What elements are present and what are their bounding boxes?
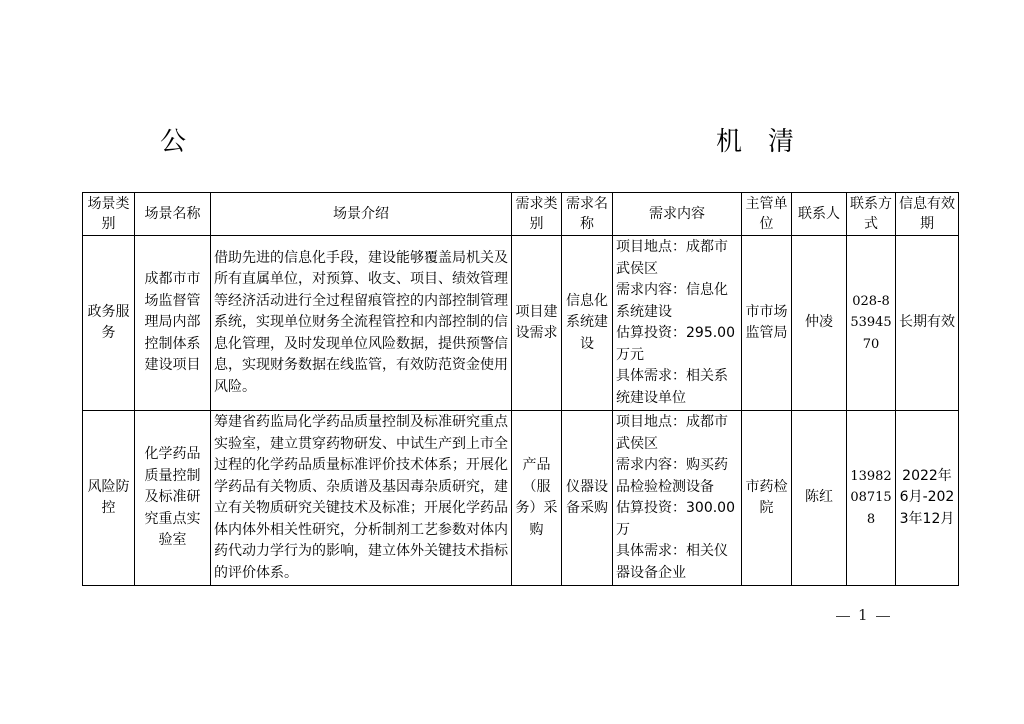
demand-budget: 估算投资：300.00万 <box>616 500 735 538</box>
cell-intro: 筹建省药监局化学药品质量控制及标准研究重点实验室，建立贯穿药物研发、中试生产到上市全过程的化学药品质量标准评价技术体系；开展化学药品有关物质、杂质谱及基因毒杂质研究，建立有关物质研究关键技术及标准；开展化学药品体内体外相关性研究，分析制剂工艺参数对体内药代动力学行为的影响，建立体外关键技术指标的评价体系。 <box>211 411 512 586</box>
cell-demand-name: 信息化系统建设 <box>562 236 613 411</box>
demand-location: 项目地点：成都市武侯区 <box>616 414 728 452</box>
demand-detail: 需求内容：购买药品检验检测设备 <box>616 457 728 495</box>
page-number-dash-left <box>836 616 850 617</box>
cell-name: 化学药品质量控制及标准研究重点实验室 <box>135 411 211 586</box>
page-title-char-1: 公 <box>160 127 187 157</box>
page-title-char-3: 清 <box>768 127 795 157</box>
page-number-dash-right <box>876 616 890 617</box>
cell-phone: 028-85394570 <box>847 236 896 411</box>
header-intro: 场景介绍 <box>211 193 512 236</box>
cell-demand-content <box>613 236 742 411</box>
demand-specific: 具体需求：相关仪器设备企业 <box>616 543 728 581</box>
cell-contact: 陈红 <box>792 411 847 586</box>
header-demand-type: 需求类别 <box>512 193 562 236</box>
header-contact: 联系人 <box>792 193 847 236</box>
cell-demand-name: 仪器设备采购 <box>562 411 613 586</box>
cell-validity: 长期有效 <box>896 236 959 411</box>
header-demand-name: 需求名称 <box>562 193 613 236</box>
header-authority: 主管单位 <box>742 193 792 236</box>
cell-intro: 借助先进的信息化手段，建设能够覆盖局机关及所有直属单位，对预算、收支、项目、绩效管理等经济活动进行全过程留痕管控的内部控制管理系统，实现单位财务全流程管控和内部控制的信息化管理，及时发现单位风险数据，提供预警信息，实现财务数据在线监管，有效防范资金使用风险。 <box>211 236 512 411</box>
table-row <box>83 236 959 411</box>
demand-detail: 需求内容：信息化系统建设 <box>616 282 728 320</box>
cell-category: 风险防控 <box>83 411 135 586</box>
cell-contact: 仲凌 <box>792 236 847 411</box>
demand-location: 项目地点：成都市武侯区 <box>616 239 728 277</box>
demand-budget: 估算投资：295.00万元 <box>616 325 735 363</box>
scenario-table <box>82 192 959 586</box>
cell-authority: 市市场监管局 <box>742 236 792 411</box>
cell-name: 成都市市场监督管理局内部控制体系建设项目 <box>135 236 211 411</box>
page-number-value: 1 <box>858 606 868 624</box>
cell-demand-type: 项目建设需求 <box>512 236 562 411</box>
cell-phone: 13982087158 <box>847 411 896 586</box>
page-number <box>828 606 898 624</box>
header-category: 场景类别 <box>83 193 135 236</box>
table-row <box>83 411 959 586</box>
page-title-char-2: 机 <box>716 127 743 157</box>
header-name: 场景名称 <box>135 193 211 236</box>
table-header-row <box>83 193 959 236</box>
cell-category: 政务服务 <box>83 236 135 411</box>
cell-authority: 市药检院 <box>742 411 792 586</box>
demand-specific: 具体需求：相关系统建设单位 <box>616 368 728 406</box>
header-demand-content: 需求内容 <box>613 193 742 236</box>
header-validity: 信息有效期 <box>896 193 959 236</box>
cell-validity: 2022年6月-2023年12月 <box>896 411 959 586</box>
cell-demand-type: 产品（服务）采购 <box>512 411 562 586</box>
cell-demand-content <box>613 411 742 586</box>
header-phone: 联系方式 <box>847 193 896 236</box>
